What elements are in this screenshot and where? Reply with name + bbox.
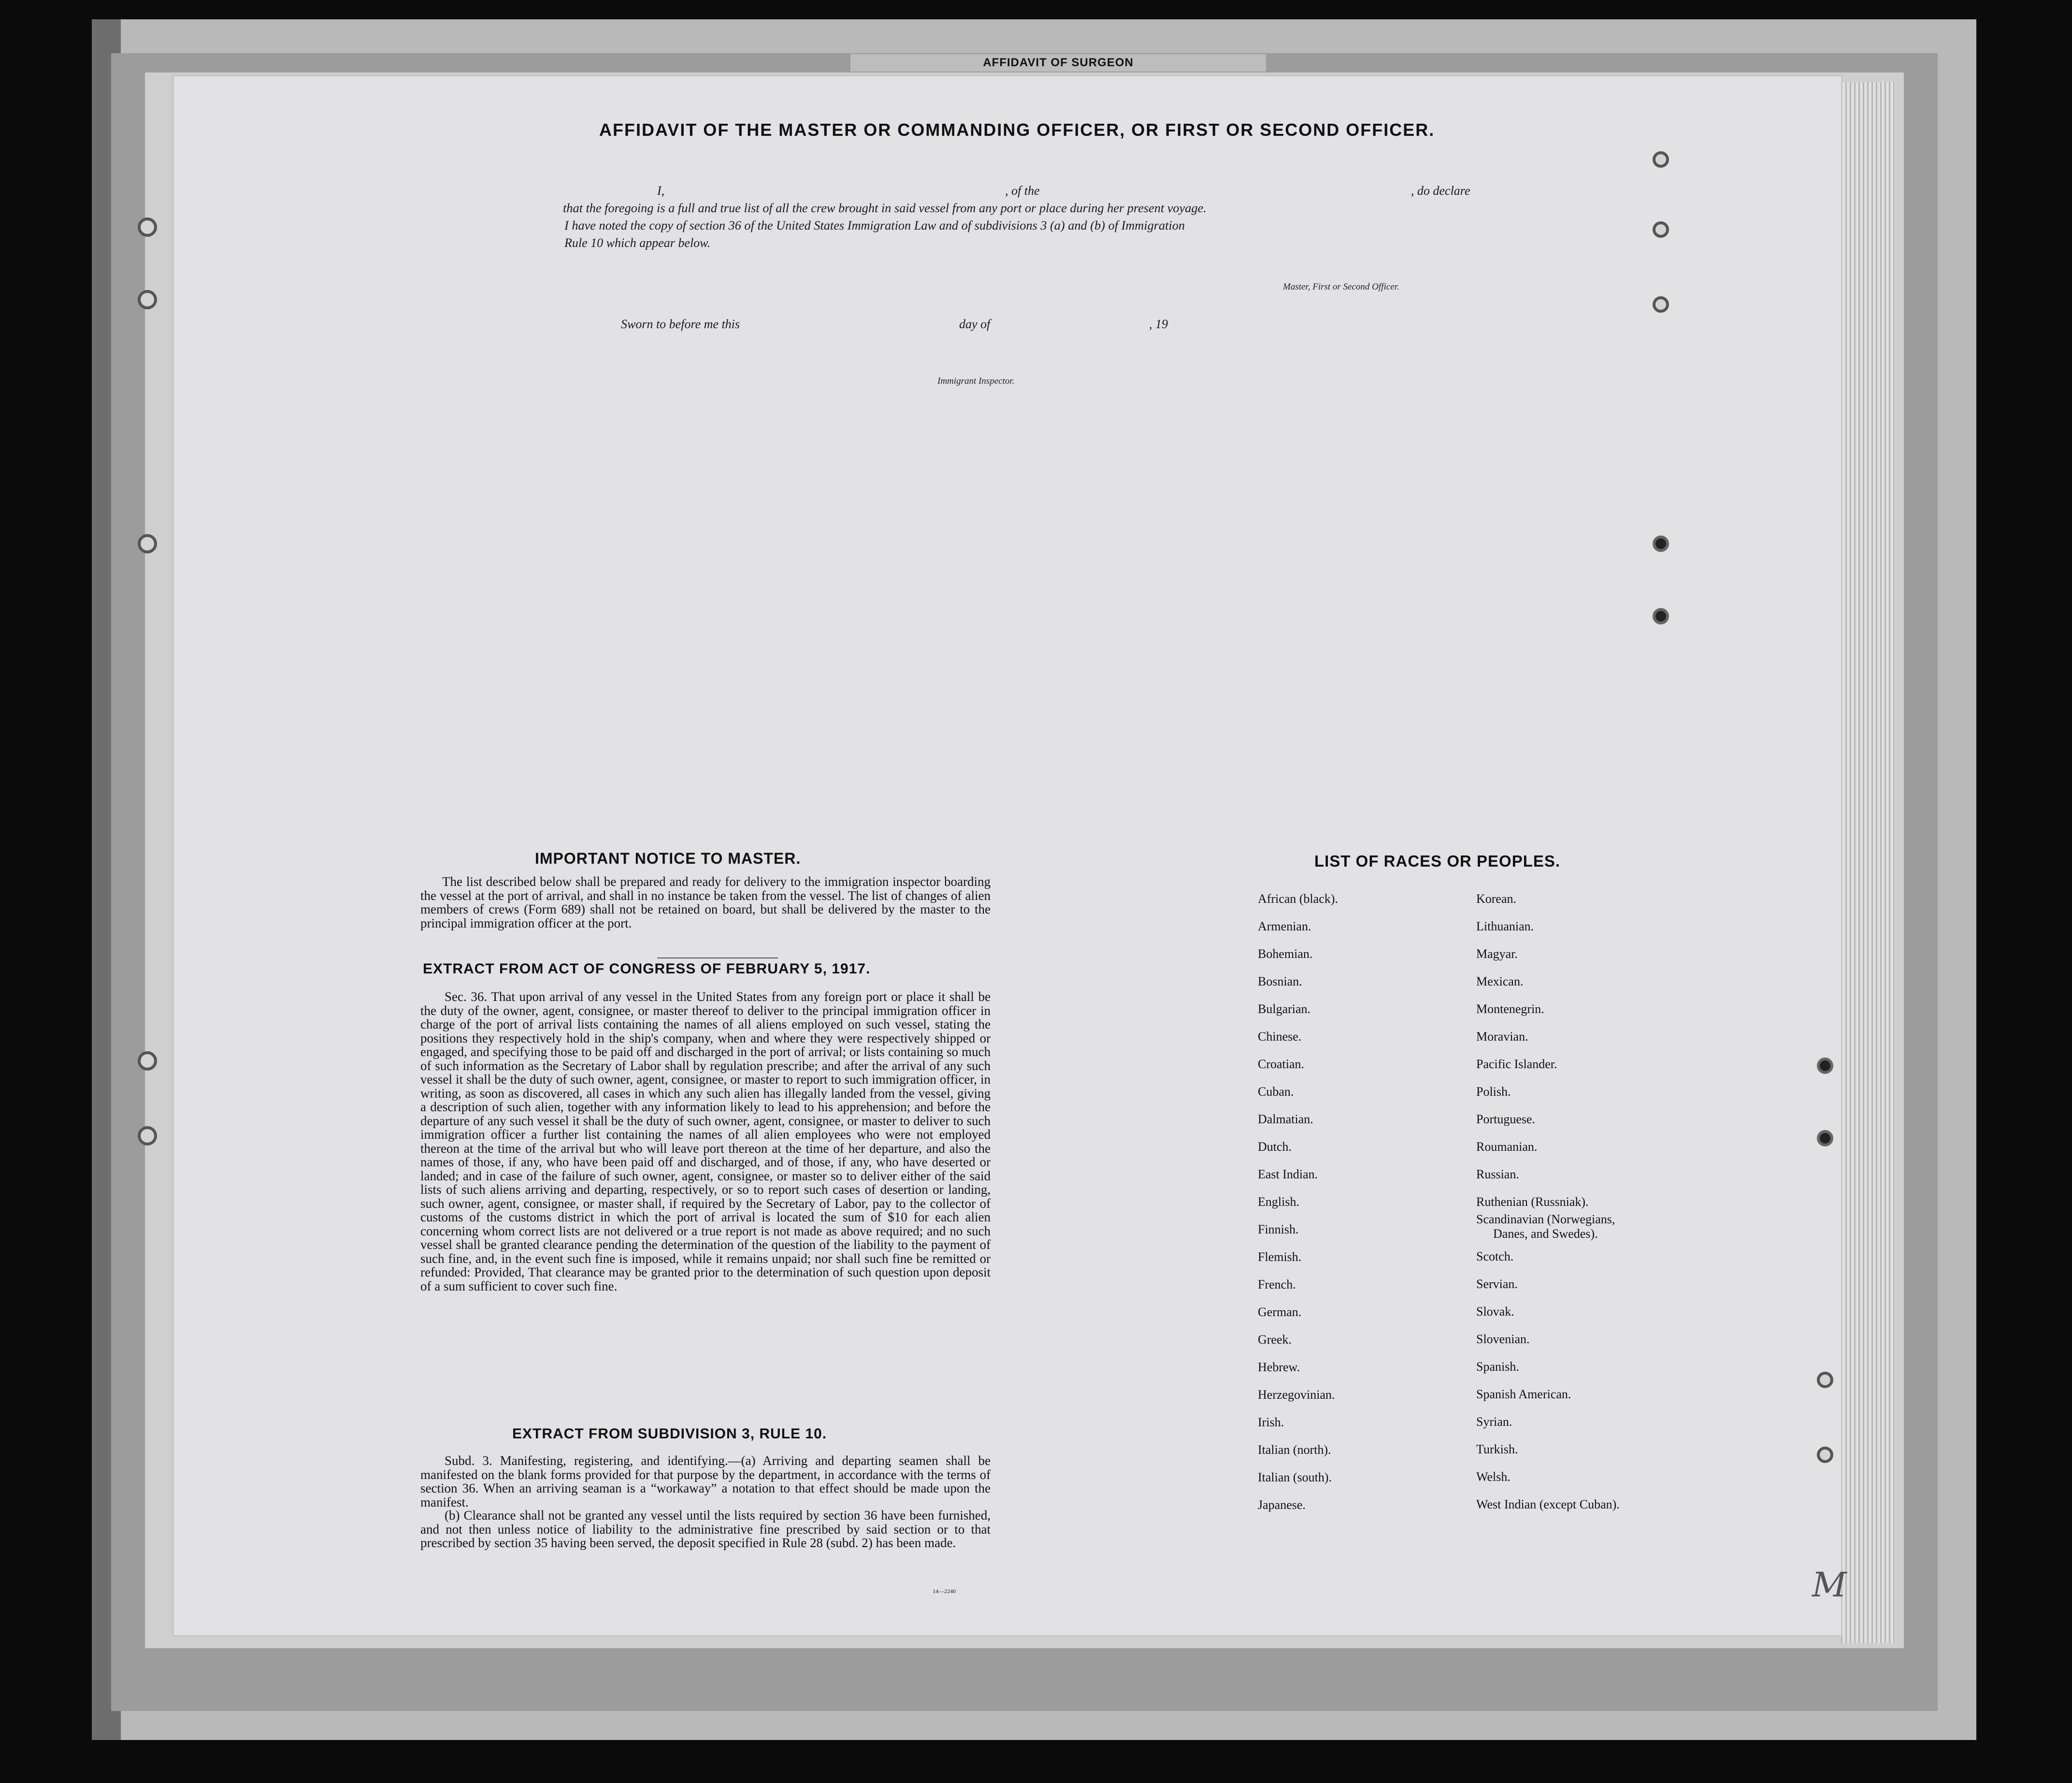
race-item: Spanish. <box>1476 1360 1519 1374</box>
notice-text: The list described below shall be prepared and ready for delivery to the immigration inspector boarding the vessel at the port of arrival, and shall in no instance be taken from the vessel. The list of changes of alien members of crews (Form 689) shall not be retained on board, but shall be delivered by the master to the principal immigration officer at the port. <box>420 874 991 930</box>
affidavit-line-2: that the foregoing is a full and true list of all the crew brought in said vessel from any port or place during her present voyage. <box>563 201 1207 215</box>
race-item: Roumanian. <box>1476 1140 1538 1154</box>
race-item: Russian. <box>1476 1167 1519 1181</box>
race-item: Welsh. <box>1476 1470 1511 1484</box>
race-item: Mexican. <box>1476 974 1524 988</box>
races-title: LIST OF RACES OR PEOPLES. <box>1314 852 1561 870</box>
race-item: Syrian. <box>1476 1415 1512 1429</box>
race-item: Dutch. <box>1258 1140 1292 1154</box>
punch-hole-icon <box>1653 221 1669 238</box>
punch-hole-icon <box>1817 1372 1833 1388</box>
race-item: Chinese. <box>1258 1029 1302 1044</box>
race-item: Danes, and Swedes). <box>1493 1227 1598 1241</box>
race-item: Flemish. <box>1258 1250 1302 1264</box>
race-item: Moravian. <box>1476 1029 1528 1044</box>
binder-hole-icon <box>138 1126 157 1145</box>
race-item: Finnish. <box>1258 1222 1299 1236</box>
punch-hole-icon <box>1653 536 1669 552</box>
race-item: Herzegovinian. <box>1258 1388 1335 1402</box>
race-item: Portuguese. <box>1476 1112 1536 1126</box>
manifest-page <box>174 76 1847 1635</box>
race-item: Bosnian. <box>1258 974 1302 988</box>
affidavit-i: I, <box>657 184 665 198</box>
race-item: Dalmatian. <box>1258 1112 1313 1126</box>
race-item: Slovak. <box>1476 1305 1514 1319</box>
race-item: African (black). <box>1258 892 1338 906</box>
subdivision-3b-text: (b) Clearance shall not be granted any vessel until the lists required by section 36 have been furnished, and not then unless notice of liability to the administrative fine prescribed by said section or to that prescribed by section 35 having been served, the deposit specified in Rule 28 (subd. 2) has been made. <box>420 1508 991 1550</box>
race-item: Turkish. <box>1476 1442 1518 1456</box>
affidavit-declare: , do declare <box>1411 184 1470 198</box>
race-item: Bohemian. <box>1258 947 1313 961</box>
year-label: , 19 <box>1149 317 1168 331</box>
page-stack-edge <box>1841 82 1894 1643</box>
extract-act-title: EXTRACT FROM ACT OF CONGRESS OF FEBRUARY 5, 1917. <box>423 961 871 977</box>
punch-hole-icon <box>1653 296 1669 313</box>
race-item: Korean. <box>1476 892 1517 906</box>
punch-hole-icon <box>1817 1058 1833 1074</box>
race-item: Greek. <box>1258 1333 1292 1347</box>
inspector-signature-label: Immigrant Inspector. <box>937 376 1015 386</box>
race-item: Scotch. <box>1476 1249 1514 1263</box>
race-item: Cuban. <box>1258 1085 1294 1099</box>
race-item: Japanese. <box>1258 1498 1306 1512</box>
form-number: 14—2240 <box>933 1588 956 1595</box>
race-item: Ruthenian (Russniak). <box>1476 1195 1589 1209</box>
surgeon-title: AFFIDAVIT OF SURGEON <box>983 56 1134 69</box>
pencil-mark: M <box>1812 1565 1847 1605</box>
race-item: English. <box>1258 1195 1299 1209</box>
race-item: Servian. <box>1476 1277 1518 1291</box>
binder-hole-icon <box>138 217 157 237</box>
day-of-label: day of <box>959 317 991 331</box>
race-item: Slovenian. <box>1476 1332 1530 1346</box>
punch-hole-icon <box>1653 151 1669 168</box>
extract-rule-title: EXTRACT FROM SUBDIVISION 3, RULE 10. <box>512 1426 827 1442</box>
race-item: Polish. <box>1476 1085 1511 1099</box>
punch-hole-icon <box>1817 1447 1833 1463</box>
race-item: Italian (south). <box>1258 1470 1332 1484</box>
binder-hole-icon <box>138 290 157 309</box>
race-item: Scandinavian (Norwegians, <box>1476 1212 1615 1226</box>
race-item: Montenegrin. <box>1476 1002 1544 1016</box>
affidavit-line-3: I have noted the copy of section 36 of the United States Immigration Law and of subdivisions 3 (a) and (b) of Immigration <box>564 218 1185 232</box>
race-item: Lithuanian. <box>1476 919 1534 933</box>
race-item: Bulgarian. <box>1258 1002 1311 1016</box>
race-item: Italian (north). <box>1258 1443 1331 1457</box>
race-item: Croatian. <box>1258 1057 1305 1071</box>
surgeon-header-strip <box>850 54 1266 72</box>
punch-hole-icon <box>1653 608 1669 624</box>
race-item: Irish. <box>1258 1415 1284 1429</box>
affidavit-title: AFFIDAVIT OF THE MASTER OR COMMANDING OFFICER, OR FIRST OR SECOND OFFICER. <box>599 120 1435 140</box>
affidavit-line-4: Rule 10 which appear below. <box>564 236 711 250</box>
sworn-label: Sworn to before me this <box>621 317 740 331</box>
section-36-text: Sec. 36. That upon arrival of any vessel in the United States from any foreign port or place it shall be the duty of the owner, agent, consignee, or master thereof to deliver to the principal immigration officer in charge of the port of arrival lists containing the names of all aliens employed on such vessel, stating the positions they respectively hold in the ship's company, when and where they were respectively shipped or engaged, and specifying those to be paid off and discharged in the port of arrival; or lists containing so much of such information as the Secretary of Labor shall by regulation prescribe; and after the arrival of any such vessel it shall be the duty of such owner, agent, consignee, or master to report to such immigration officer, in writing, as soon as discovered, all cases in which any such alien has illegally landed from the vessel, giving a description of such alien, together with any information likely to lead to his apprehension; and before the departure of any such vessel it shall be the duty of such owner, agent, consignee, or master to deliver to such immigration officer a further list containing the names of all alien employees who were not employed thereon at the time of the arrival but who will leave port thereon at the time of her departure, and also the names of those, if any, who have been paid off and discharged, and of those, if any, who have deserted or landed; and in case of the failure of such owner, agent, consignee, or master so to deliver either of the said lists of such aliens arriving and departing, respectively, or so to report such cases of desertion or landing, such owner, agent, consignee, or master shall, if required by the Secretary of Labor, pay to the collector of customs of the customs district in which the port of arrival is located the sum of $10 for each alien concerning whom correct lists are not delivered or a true report is not made as above required; and no such vessel shall be granted clearance pending the determination of the question of the liability to the payment of such fine, and, in the event such fine is imposed, while it remains unpaid; nor shall such fine be remitted or refunded: Provided, That clearance may be granted prior to the determination of such question upon deposit of a sum sufficient to cover such fine. <box>420 989 991 1293</box>
affidavit-of-the: , of the <box>1005 184 1040 198</box>
race-item: West Indian (except Cuban). <box>1476 1497 1620 1511</box>
race-item: Spanish American. <box>1476 1387 1571 1401</box>
race-item: Hebrew. <box>1258 1360 1300 1374</box>
master-signature-label: Master, First or Second Officer. <box>1283 282 1399 292</box>
notice-title: IMPORTANT NOTICE TO MASTER. <box>535 850 801 867</box>
race-item: German. <box>1258 1305 1302 1319</box>
binder-hole-icon <box>138 534 157 553</box>
race-item: Magyar. <box>1476 947 1518 961</box>
race-item: Pacific Islander. <box>1476 1057 1557 1071</box>
divider <box>657 957 778 958</box>
binder-hole-icon <box>138 1051 157 1071</box>
race-item: French. <box>1258 1277 1296 1291</box>
subdivision-3a-text: Subd. 3. Manifesting, registering, and identifying.—(a) Arriving and departing seamen shall be manifested on the blank forms provided for that purpose by the department, in accordance with the terms of section 36. When an arriving seaman is a “workaway” a notation to that effect should be made upon the manifest. <box>420 1453 991 1509</box>
race-item: Armenian. <box>1258 919 1311 933</box>
race-item: East Indian. <box>1258 1167 1318 1181</box>
punch-hole-icon <box>1817 1130 1833 1146</box>
